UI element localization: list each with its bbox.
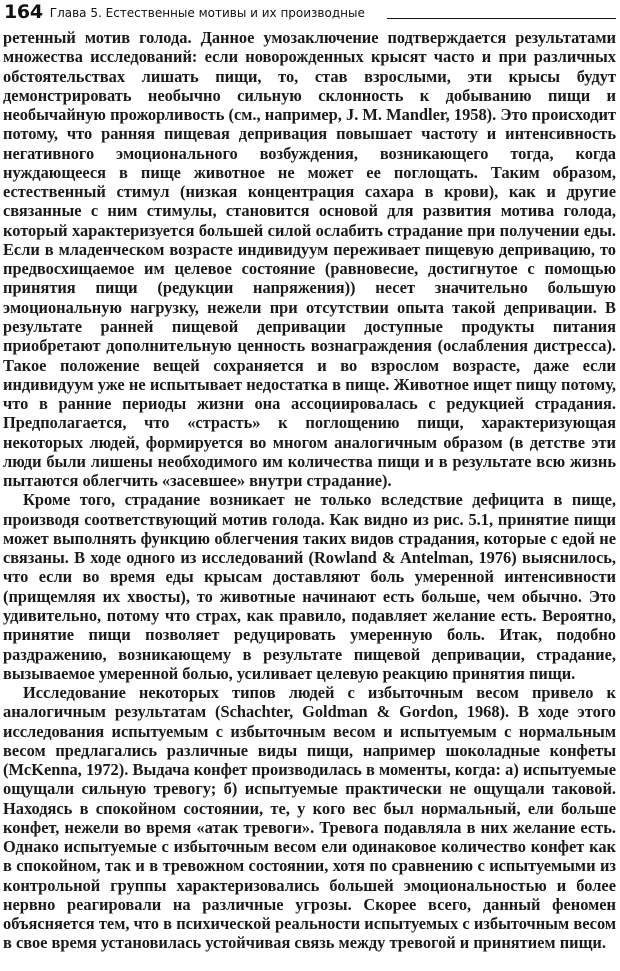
header-rule	[387, 18, 616, 19]
page-number: 164	[4, 1, 43, 23]
body-text	[3, 28, 616, 953]
paragraph-continuation: ретенный мотив голода. Данное умозаключение подтверждается результатами множества исследований: если новорожденных крысят часто и при различных обстоятельствах лишать пищи, то, став взрослыми, эти крысы будут демонстрировать необычно сильную склонность к добыванию пищи и необычайную прожорливость (см., например, J. M. Mandler, 1958). Это происходит потому, что ранняя пищевая депривация повышает частоту и интенсивность негативного эмоционального возбуждения, возникающего тогда, когда нуждающееся в пище животное не может ее поглощать. Таким образом, естественный стимул (низкая концентрация сахара в крови), как и другие связанные с ним стимулы, становится основой для развития мотива голода, который характеризуется большей силой ослабить страдание при получении еды. Если в младенческом возрасте индивидуум переживает пищевую депривацию, то предвосхищаемое им целевое состояние (равновесие, достигнутое с помощью принятия пищи (редукции напряжения)) несет значительно большую эмоциональную нагрузку, нежели при отсутствии опыта такой депривации. В результате ранней пищевой депривации доступные продукты питания приобретают дополнительную ценность вознаграждения (ослабления дистресса). Такое положение вещей сохраняется и во взрослом возрасте, даже если индивидуум уже не испытывает недостатка в пище. Животное ищет пищу потому, что в ранние периоды жизни она ассоциировалась с редукцией страдания. Предполагается, что «страсть» к поглощению пищи, характеризующая некоторых людей, формируется во многом аналогичным образом (в детстве эти люди были лишены необходимого им количества пищи и в результате всю жизнь пытаются облегчить «засевшее» внутри страдание).	[3, 28, 616, 491]
paragraph: Кроме того, страдание возникает не только вследствие дефицита в пище, производя соответствующий мотив голода. Как видно из рис. 5.1, принятие пищи может выполнять функцию облегчения таких видов страдания, которые с едой не связаны. В ходе одного из исследований (Rowland & Antelman, 1976) выяснилось, что если во время еды крысам доставляют боль умеренной интенсивности (прищемляя их хвосты), то животные начинают есть больше, чем обычно. Это удивительно, потому что страх, как правило, подавляет желание есть. Вероятно, принятие пищи позволяет редуцировать умеренную боль. Итак, подобно раздражению, возникающему в результате пищевой депривации, страдание, вызываемое умеренной болью, усиливает целевую реакцию принятия пищи.	[3, 490, 616, 683]
paragraph: Исследование некоторых типов людей с избыточным весом привело к аналогичным результатам (Schachter, Goldman & Gordon, 1968). В ходе этого исследования испытуемым с избыточным весом и испытуемым с нормальным весом предлагались различные виды пищи, например шоколадные конфеты (McKenna, 1972). Выдача конфет производилась в моменты, когда: а) испытуемые ощущали сильную тревогу; б) испытуемые практически не ощущали таковой. Находясь в спокойном состоянии, те, у кого вес был нормальный, ели больше конфет, нежели во время «атак тревоги». Тревога подавляла в них желание есть. Однако испытуемые с избыточным весом ели одинаковое количество конфет как в спокойном, так и в тревожном состоянии, хотя по сравнению с испытуемыми из контрольной группы характеризовались большей эмоциональностью и более нервно реагировали на различные угрозы. Скорее всего, данный феномен объясняется тем, что в психической реальности испытуемых с избыточным весом в свое время установилась устойчивая связь между тревогой и принятием пищи.	[3, 683, 616, 953]
chapter-title: Глава 5. Естественные мотивы и их производные	[49, 6, 365, 20]
